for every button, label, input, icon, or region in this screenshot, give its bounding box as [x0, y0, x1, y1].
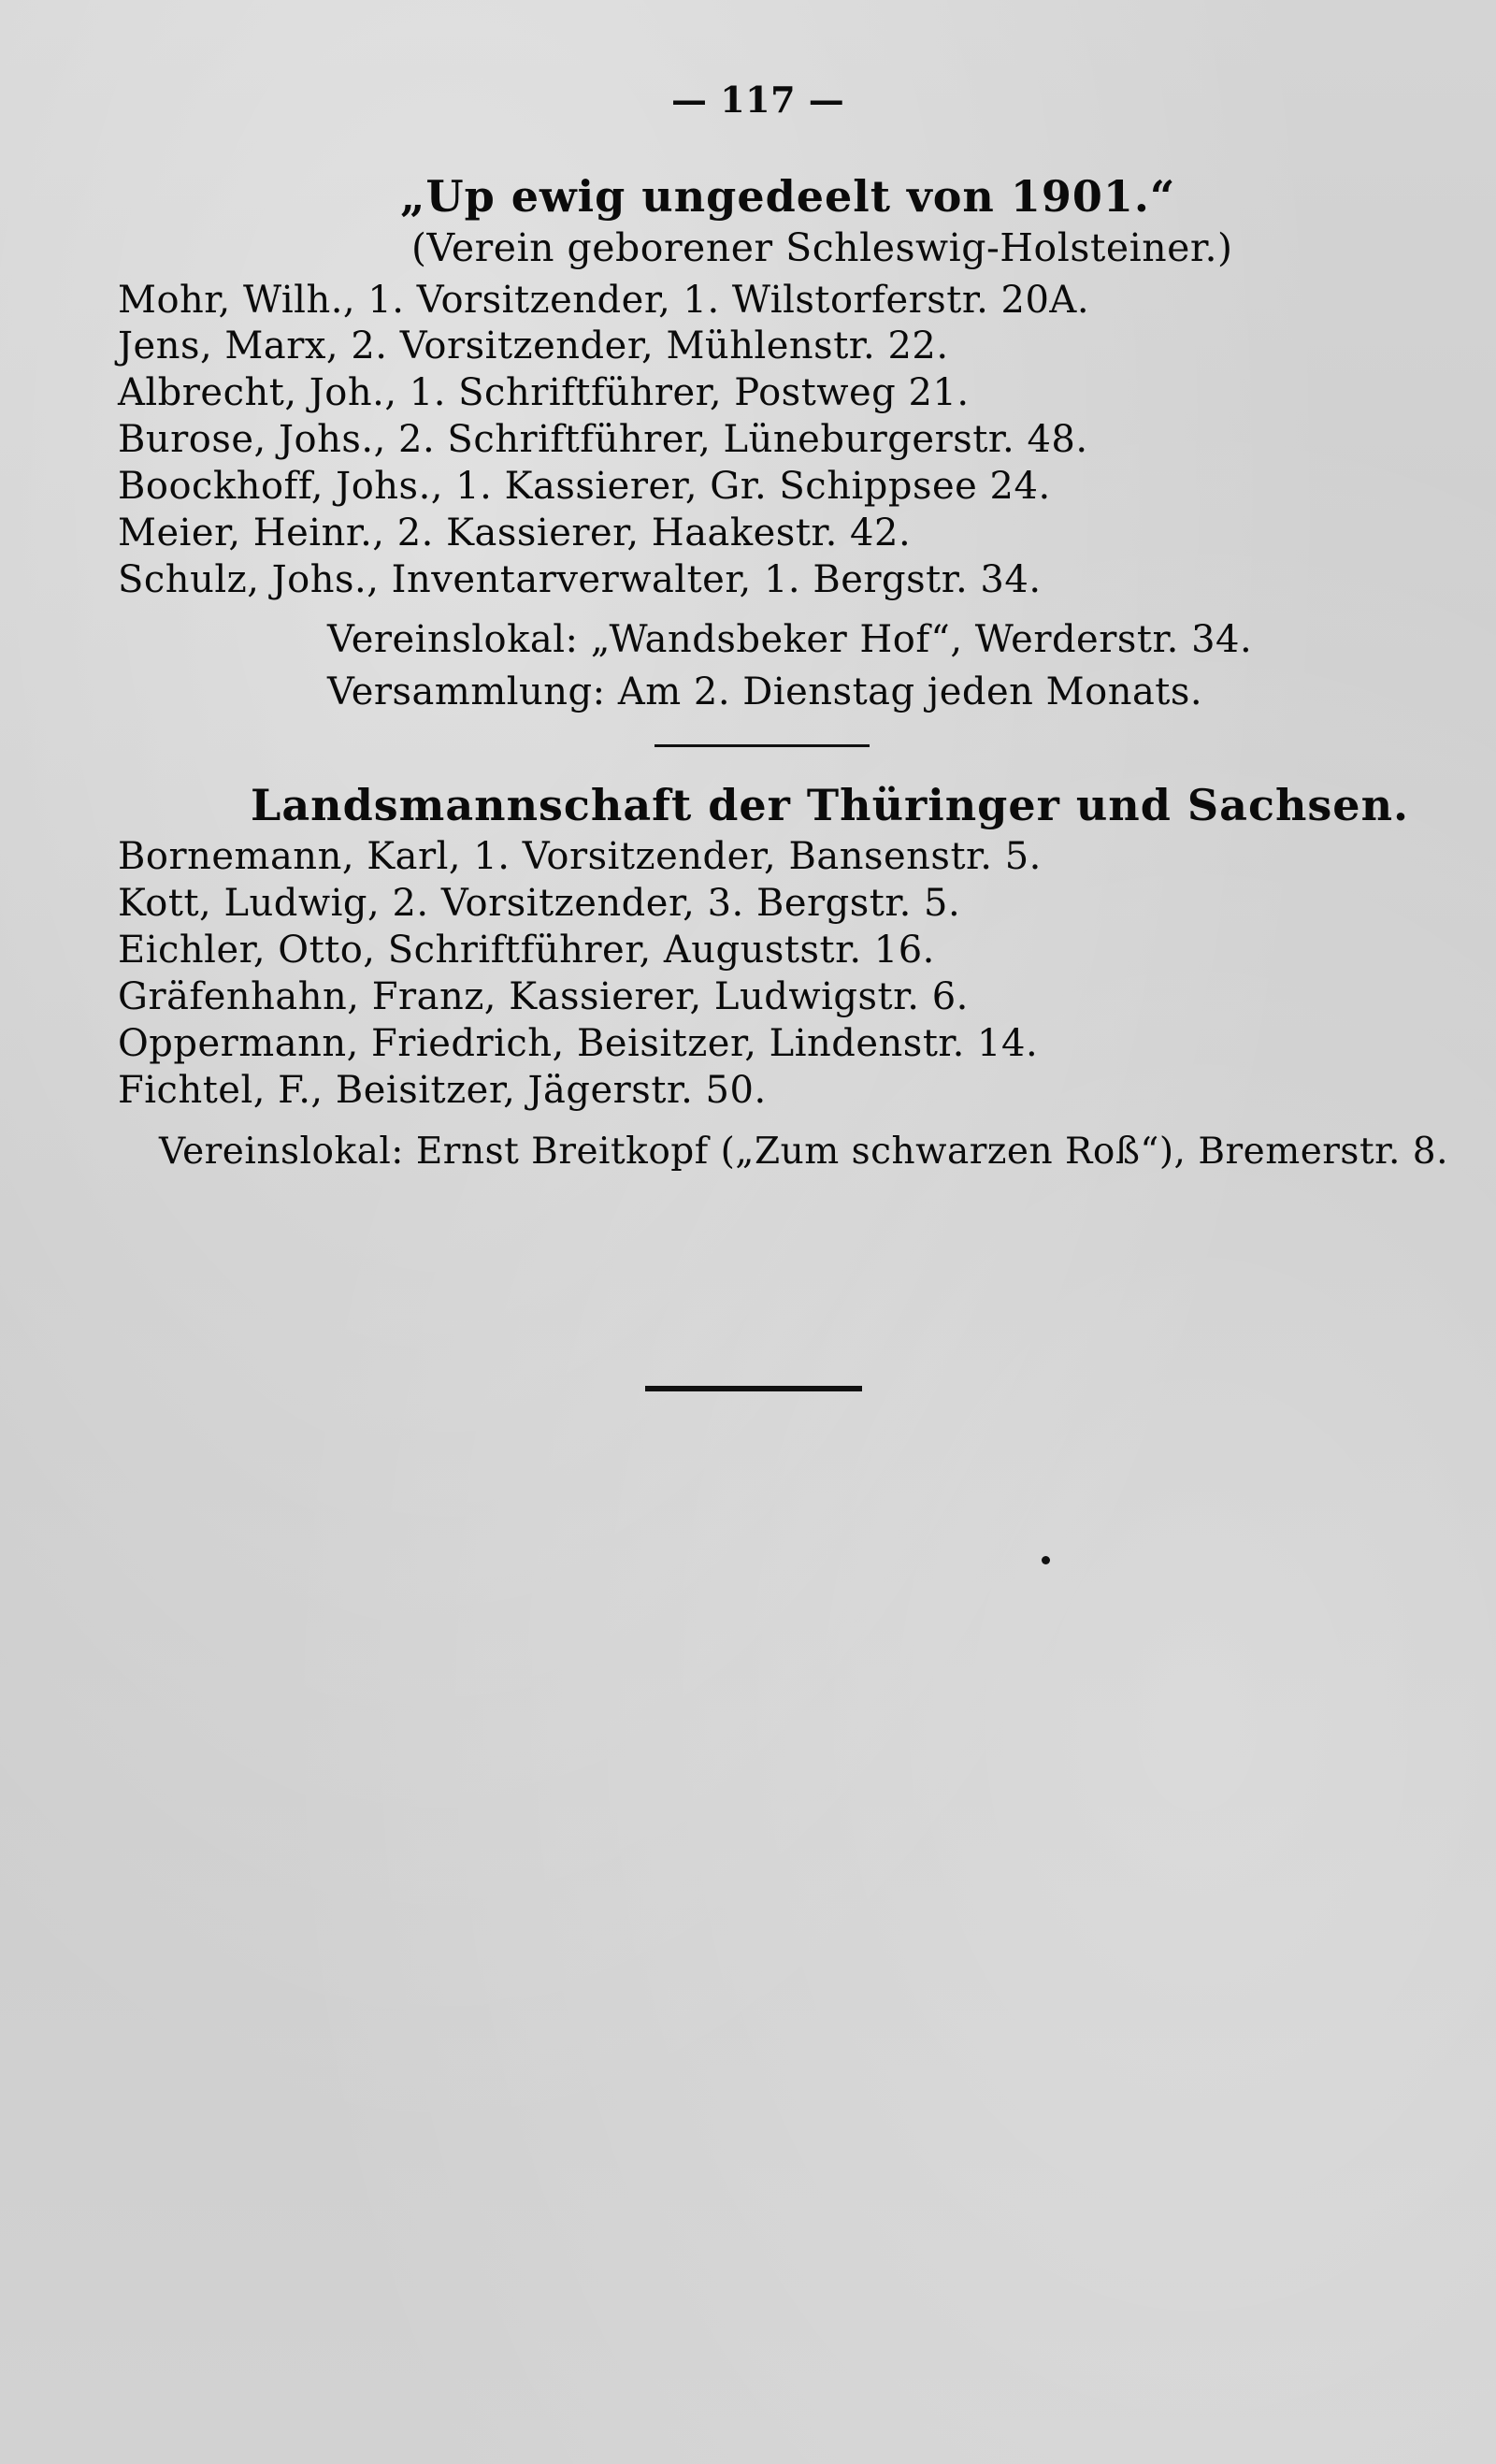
section1-title: „Up ewig ungedeelt von 1901.“	[400, 171, 1176, 222]
section1-meeting: Versammlung: Am 2. Dienstag jeden Monats.	[327, 670, 1203, 713]
section2-member: Fichtel, F., Beisitzer, Jägerstr. 50.	[118, 1069, 767, 1112]
section1-venue: Vereinslokal: „Wandsbeker Hof“, Werderstr. 34.	[327, 618, 1253, 661]
section1-member: Boockhoff, Johs., 1. Kassierer, Gr. Schippsee 24.	[118, 465, 1051, 508]
section2-member: Eichler, Otto, Schriftführer, Auguststr. 16.	[118, 929, 935, 972]
section1-member: Jens, Marx, 2. Vorsitzender, Mühlenstr. 22.	[118, 324, 949, 367]
section2-member: Bornemann, Karl, 1. Vorsitzender, Bansenstr. 5.	[118, 835, 1042, 878]
section2-member: Oppermann, Friedrich, Beisitzer, Lindenstr. 14.	[118, 1022, 1039, 1065]
section2-member: Gräfenhahn, Franz, Kassierer, Ludwigstr. 6.	[118, 975, 969, 1018]
section1-member: Albrecht, Joh., 1. Schriftführer, Postweg 21.	[118, 371, 970, 414]
section2-venue: Vereinslokal: Ernst Breitkopf („Zum schwarzen Roß“), Bremerstr. 8.	[159, 1131, 1448, 1173]
section1-member: Schulz, Johs., Inventarverwalter, 1. Bergstr. 34.	[118, 558, 1042, 601]
section1-member: Mohr, Wilh., 1. Vorsitzender, 1. Wilstorferstr. 20A.	[118, 279, 1090, 322]
page-number: — 117 —	[671, 79, 845, 121]
section2-title: Landsmannschaft der Thüringer und Sachsen.	[251, 780, 1410, 830]
section1-subtitle: (Verein geborener Schleswig-Holsteiner.)	[411, 225, 1233, 270]
ink-speck	[1042, 1556, 1050, 1564]
section2-member: Kott, Ludwig, 2. Vorsitzender, 3. Bergstr. 5.	[118, 882, 961, 925]
section1-member: Meier, Heinr., 2. Kassierer, Haakestr. 42.	[118, 512, 912, 555]
end-rule	[645, 1386, 862, 1391]
section1-member: Burose, Johs., 2. Schriftführer, Lüneburgerstr. 48.	[118, 418, 1088, 461]
section-divider	[654, 744, 870, 747]
